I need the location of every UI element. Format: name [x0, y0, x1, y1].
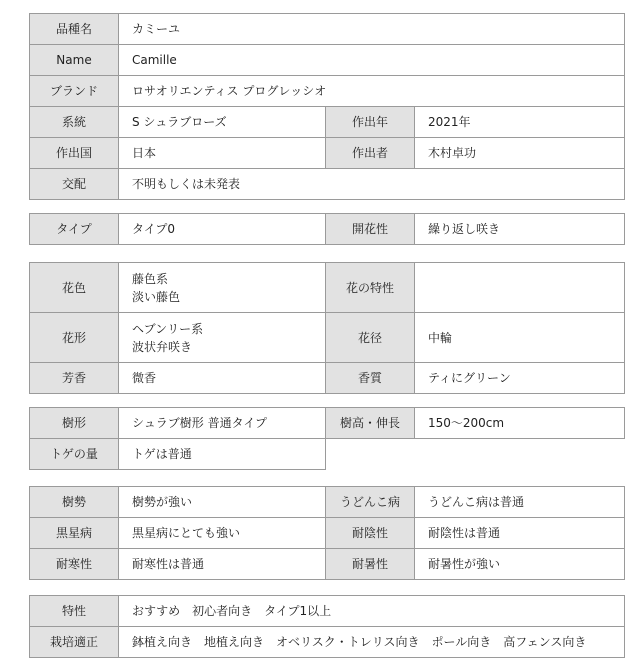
table-row: [30, 487, 625, 518]
powdery-mildew-value: うどんこ病は普通: [415, 487, 625, 518]
flower-form-label: 花形: [30, 313, 119, 363]
black-spot-value: 黒星病にとても強い: [119, 518, 326, 549]
shade-tolerance-value: 耐陰性は普通: [415, 518, 625, 549]
origin-country-value: 日本: [119, 138, 326, 169]
table-row: [30, 549, 625, 580]
cultivation-value: 鉢植え向き 地植え向き オベリスク・トレリス向き ポール向き 高フェンス向き: [119, 627, 625, 658]
brand-value: ロサオリエンティス プログレッシオ: [119, 76, 625, 107]
table-row: [30, 263, 625, 313]
flower-color-label: 花色: [30, 263, 119, 313]
flower-form-line: ヘブンリー系: [132, 321, 204, 336]
fragrance-value: 微香: [119, 363, 326, 394]
heat-tolerance-label: 耐暑性: [326, 549, 415, 580]
type-label: タイプ: [30, 214, 119, 245]
powdery-mildew-label: うどんこ病: [326, 487, 415, 518]
black-spot-label: 黒星病: [30, 518, 119, 549]
flower-form-line: 波状弁咲き: [132, 339, 193, 354]
cold-tolerance-label: 耐寒性: [30, 549, 119, 580]
cultivation-label: 栽培適正: [30, 627, 119, 658]
blooming-label: 開花性: [326, 214, 415, 245]
type-table: [29, 213, 625, 245]
height-label: 樹高・伸長: [326, 408, 415, 439]
breeder-value: 木村卓功: [415, 138, 625, 169]
resistance-table: [29, 486, 625, 580]
table-row: [30, 76, 625, 107]
name-label: Name: [30, 45, 119, 76]
brand-label: ブランド: [30, 76, 119, 107]
parentage-value: 不明もしくは未発表: [119, 169, 625, 200]
parentage-label: 交配: [30, 169, 119, 200]
table-row: [30, 138, 625, 169]
year-created-value: 2021年: [415, 107, 625, 138]
table-row: [30, 313, 625, 363]
cold-tolerance-value: 耐寒性は普通: [119, 549, 326, 580]
features-value: おすすめ 初心者向き タイプ1以上: [119, 596, 625, 627]
flower-size-label: 花径: [326, 313, 415, 363]
height-value: 150〜200cm: [415, 408, 625, 439]
variety-name-value: カミーユ: [119, 14, 625, 45]
flower-form-value: [119, 313, 326, 363]
flower-color-line: 藤色系: [132, 271, 169, 286]
heat-tolerance-value: 耐暑性が強い: [415, 549, 625, 580]
table-row: [30, 627, 625, 658]
table-row: [30, 169, 625, 200]
features-label: 特性: [30, 596, 119, 627]
cultivation-table: [29, 595, 625, 658]
tree-shape-value: シュラブ樹形 普通タイプ: [119, 408, 326, 439]
flower-size-value: 中輪: [415, 313, 625, 363]
variety-name-label: 品種名: [30, 14, 119, 45]
flower-trait-value: [415, 263, 625, 313]
year-created-label: 作出年: [326, 107, 415, 138]
flower-trait-label: 花の特性: [326, 263, 415, 313]
table-row: [30, 408, 625, 439]
table-row: [30, 518, 625, 549]
empty-cell: [326, 439, 625, 470]
table-row: [30, 14, 625, 45]
flower-color-value: [119, 263, 326, 313]
scent-type-label: 香質: [326, 363, 415, 394]
vigor-label: 樹勢: [30, 487, 119, 518]
flower-color-line: 淡い藤色: [132, 289, 181, 304]
flower-table: [29, 262, 625, 394]
shade-tolerance-label: 耐陰性: [326, 518, 415, 549]
table-row: [30, 363, 625, 394]
name-value: Camille: [119, 45, 625, 76]
lineage-label: 系統: [30, 107, 119, 138]
scent-type-value: ティにグリーン: [415, 363, 625, 394]
basic-info-table: [29, 13, 625, 200]
breeder-label: 作出者: [326, 138, 415, 169]
thorns-label: トゲの量: [30, 439, 119, 470]
fragrance-label: 芳香: [30, 363, 119, 394]
thorns-value: トゲは普通: [119, 439, 326, 470]
table-row: [30, 45, 625, 76]
tree-shape-label: 樹形: [30, 408, 119, 439]
table-row: [30, 596, 625, 627]
vigor-value: 樹勢が強い: [119, 487, 326, 518]
blooming-value: 繰り返し咲き: [415, 214, 625, 245]
lineage-value: S シュラブローズ: [119, 107, 326, 138]
tree-shape-table: [29, 407, 625, 470]
table-row: [30, 439, 625, 470]
table-row: [30, 107, 625, 138]
table-row: [30, 214, 625, 245]
type-value: タイプ0: [119, 214, 326, 245]
origin-country-label: 作出国: [30, 138, 119, 169]
